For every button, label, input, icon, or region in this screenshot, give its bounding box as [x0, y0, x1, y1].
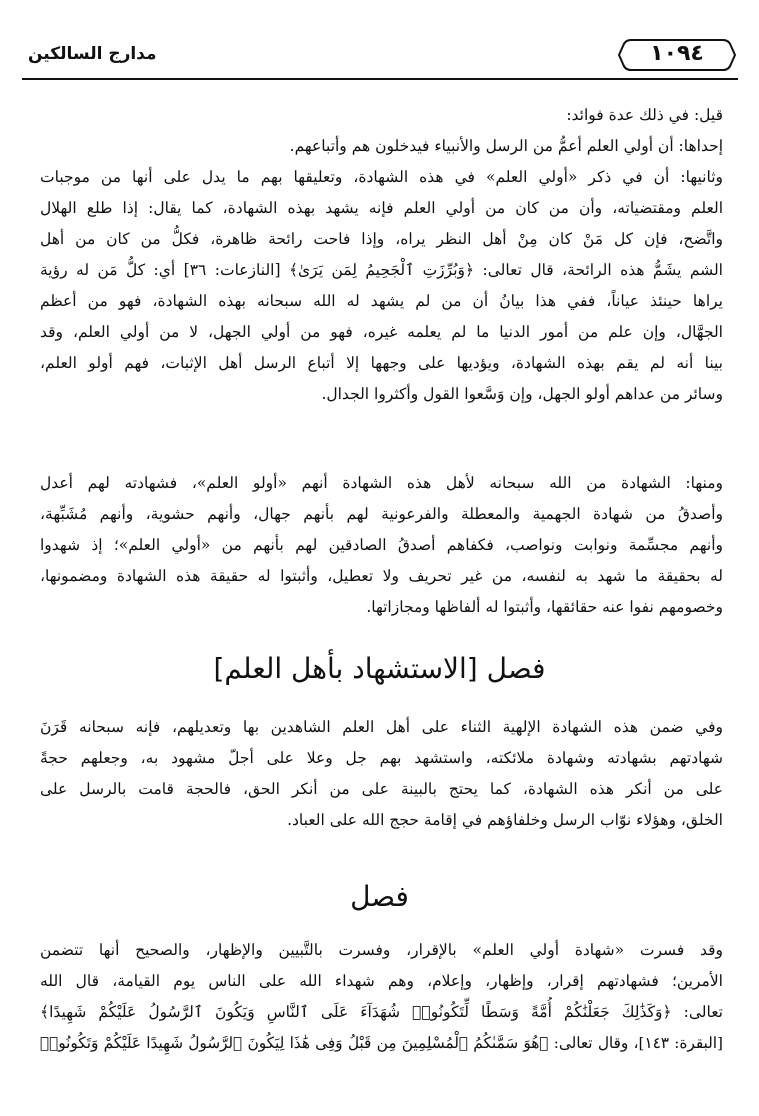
- text-line: شهادتهم بشهادته وشهادة ملائكته، واستشهد بهم جل وعلا على أجلّ مشهود به، وجعلهم حجةً: [40, 749, 723, 767]
- text-line: تعالى: ﴿وَكَذَٰلِكَ جَعَلْنَٰكُمْ أُمَّةً وَسَطًا لِّتَكُونُوا۟ شُهَدَآءَ عَلَى ٱلنَّاسِ وَيَكُونَ ٱلرَّسُولُ عَلَيْكُمْ شَهِيدًا﴾: [40, 1003, 723, 1021]
- section-2-body: [40, 935, 723, 1059]
- text-line: الشم يشَمُّ هذه الرائحة، قال تعالى: ﴿وَبُرِّزَتِ ٱلْجَحِيمُ لِمَن يَرَىٰ﴾ [النازعات: ٣٦] أي: كلُّ مَن له رؤية: [40, 261, 723, 279]
- text-line: وسائر من عداهم أولو الجهل، وإن وَسَّعوا القول وأكثروا الجدال.: [321, 385, 723, 403]
- text-line: الجهَّال، وإن علم من أمور الدنيا ما لم يعلمه غيره، فهو من أولي الجهل، لا من أولي العلم، وقد: [40, 323, 723, 341]
- paragraph-block-1: [40, 100, 723, 410]
- text-line: ومنها: الشهادة من الله سبحانه لأهل هذه الشهادة أنهم «أولو العلم»، فشهادته لهم أعدل: [40, 474, 723, 492]
- page-number-frame: [617, 38, 737, 72]
- paragraph-block-2: [40, 468, 723, 623]
- text-line: بينا أنه لم يقم بهذه الشهادة، ويؤديها على وجهها إلا أتباع الرسل أهل الإثبات، فهم أولو العلم،: [40, 354, 723, 372]
- section-heading: فصل: [350, 880, 409, 913]
- text-line: وفي ضمن هذه الشهادة الإلهية الثناء على أهل العلم الشاهدين بها وتعديلهم، فإنه سبحانه قَرَنَ: [40, 718, 723, 736]
- text-line: واتَّضح، فإن كل مَنْ كان مِنْ أهل النظر يراه، وإذا فاحت رائحة ظاهرة، فكلُّ من كان من أهل: [40, 230, 723, 248]
- text-line: [البقرة: ١٤٣]، وقال تعالى: ﴿هُوَ سَمَّىٰكُمُ ٱلْمُسْلِمِينَ مِن قَبْلُ وَفِى هَٰذَا لِيَكُونَ ٱلرَّسُولُ شَهِيدًا عَلَيْكُمْ وَتَكُونُوا۟: [40, 1034, 723, 1052]
- page-number: ١٠٩٤: [650, 41, 704, 66]
- text-line: قيل: في ذلك عدة فوائد:: [566, 106, 723, 124]
- section-heading: فصل [الاستشهاد بأهل العلم]: [213, 652, 546, 685]
- text-line: الخلق، وهؤلاء نوّاب الرسل وخلفاؤهم في إقامة حجج الله على العباد.: [287, 811, 723, 829]
- text-line: إحداها: أن أولي العلم أعمُّ من الرسل والأنبياء فيدخلون هم وأتباعهم.: [289, 137, 723, 155]
- text-line: يراها حينئذ عياناً، ففي هذا بيانُ أن من لم يشهد له الله سبحانه بهذه الشهادة، فهو من أعظم: [40, 292, 723, 310]
- section-1-body: [40, 712, 723, 836]
- running-header: [22, 38, 737, 74]
- text-line: العلم ومقتضياته، وأن من كان من أولي العلم فإنه يشهد بهذه الشهادة، كما يقال: إذا طلع الهلال: [40, 199, 723, 217]
- text-line: وقد فسرت «شهادة أولي العلم» بالإقرار، وفسرت بالتَّبيين والإظهار، والصحيح أنها تتضمن: [40, 941, 723, 959]
- text-line: وأصدقُ من شهادة الجهمية والمعطلة والفرعونية لهم بأنهم جهال، وأنهم حشوية، وأنهم مُشَبِّهة،: [40, 505, 723, 523]
- text-line: وأنهم مجسِّمة ونوابت ونواصب، فكفاهم أصدقُ الصادقين لهم بأنهم من «أولي العلم»؛ إذ شهدوا: [40, 536, 723, 554]
- text-line: الأمرين؛ فشهادتهم إقرار، وإظهار، وإعلام، وهم شهداء الله على الناس يوم القيامة، قال الله: [40, 972, 723, 990]
- text-line: وثانيها: أن في ذكر «أولي العلم» في هذه الشهادة، وتعليقها بهم ما يدل على أنها من موجبات: [40, 168, 723, 186]
- text-line: له بحقيقة ما شهد به لنفسه، من غير تحريف ولا تعطيل، وأثبتوا له حقيقة هذه الشهادة ومضمونها،: [40, 567, 723, 585]
- text-line: وخصومهم نفوا عنه حقائقها، وأثبتوا له ألفاظها ومجازاتها.: [366, 598, 723, 616]
- header-divider: [22, 78, 738, 80]
- book-title: مدارج السالكين: [28, 44, 157, 64]
- text-line: على من أنكر هذه الشهادة، كما يحتج بالبينة على من أنكر الحق، فالحجة قامت بالرسل على: [40, 780, 723, 798]
